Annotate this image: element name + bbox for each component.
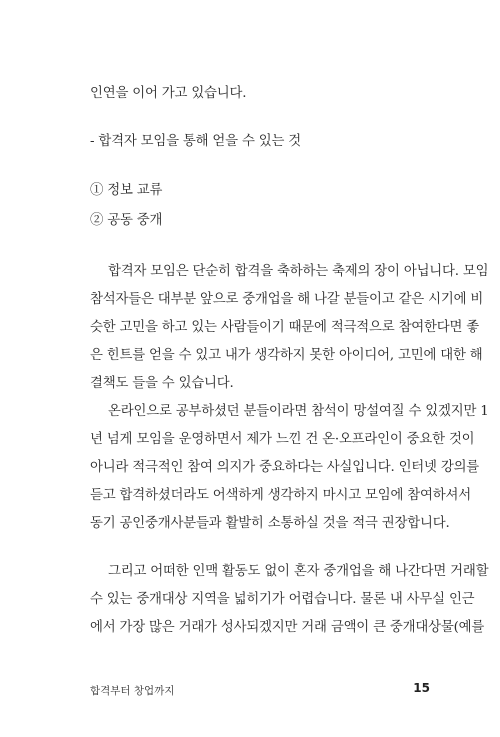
text-line: 년 넘게 모임을 운영하면서 제가 느낀 건 온·오프라인이 중요한 것이 xyxy=(90,432,475,447)
text-line: 아니라 적극적인 참여 의지가 중요하다는 사실입니다. 인터넷 강의를 xyxy=(90,460,480,475)
page-number: 15 xyxy=(413,681,430,695)
text-line: 결책도 들을 수 있습니다. xyxy=(90,376,234,391)
text-line: 은 힌트를 얻을 수 있고 내가 생각하지 못한 아이디어, 고민에 대한 해 xyxy=(90,348,483,363)
text-line: 에서 가장 많은 거래가 성사되겠지만 거래 금액이 큰 중개대상물(예를 xyxy=(90,620,485,635)
text-line: 온라인으로 공부하셨던 분들이라면 참석이 망설여질 수 있겠지만 1 xyxy=(108,404,489,419)
list-item: ② 공동 중개 xyxy=(90,213,163,228)
text-line: 듣고 합격하셨더라도 어색하게 생각하지 마시고 모임에 참여하셔서 xyxy=(90,488,471,503)
section-heading: - 합격자 모임을 통해 얻을 수 있는 것 xyxy=(90,134,302,149)
text-line: 참석자들은 대부분 앞으로 중개업을 해 나갈 분들이고 같은 시기에 비 xyxy=(90,292,484,307)
text-line: 슷한 고민을 하고 있는 사람들이기 때문에 적극적으로 참여한다면 좋 xyxy=(90,320,480,335)
text-line: 그리고 어떠한 인맥 활동도 없이 혼자 중개업을 해 나간다면 거래할 xyxy=(108,564,489,579)
text-line: 합격자 모임은 단순히 합격을 축하하는 축제의 장이 아닙니다. 모임 xyxy=(108,264,489,279)
running-footer-title: 합격부터 창업까지 xyxy=(90,685,175,697)
list-item: ① 정보 교류 xyxy=(90,183,163,198)
text-line: 수 있는 중개대상 지역을 넓히기가 어렵습니다. 물론 내 사무실 인근 xyxy=(90,592,475,607)
text-line: 인연을 이어 가고 있습니다. xyxy=(90,86,247,101)
text-line: 동기 공인중개사분들과 활발히 소통하실 것을 적극 권장합니다. xyxy=(90,516,450,531)
